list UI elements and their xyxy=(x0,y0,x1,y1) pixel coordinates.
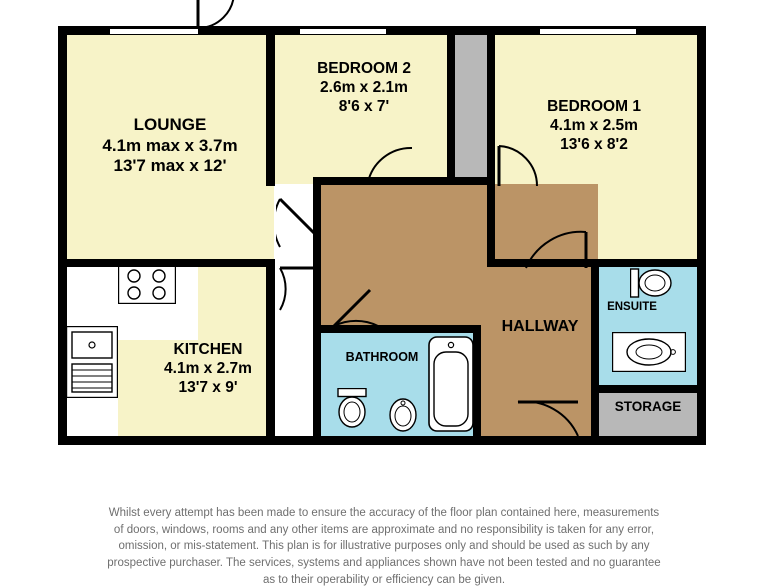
lounge-label xyxy=(66,115,274,177)
disclaimer-line-1: Whilst every attempt has been made to ensure the accuracy of the floor plan contained here, measurements xyxy=(108,507,660,519)
bedroom1-label xyxy=(490,98,698,155)
kitchen-dim-imperial: 13'7 x 9' xyxy=(178,378,238,396)
storage-name: STORAGE xyxy=(614,399,682,414)
bathroom-label xyxy=(330,350,434,365)
interior-wall-bathroom-left xyxy=(313,325,321,445)
bedroom2-dim-imperial: 8'6 x 7' xyxy=(338,97,390,115)
door-arc-ensuite xyxy=(520,228,590,272)
toilet-icon xyxy=(336,388,368,432)
bedroom1-dim-imperial: 13'6 x 8'2 xyxy=(560,135,628,153)
exterior-wall-left xyxy=(58,26,67,445)
hallway-name: HALLWAY xyxy=(501,318,579,335)
kitchen-dim-metric: 4.1m x 2.7m xyxy=(164,359,252,377)
disclaimer-line-3: omission, or mis-statement. This plan is for illustrative purposes only and should be used as such by any xyxy=(118,540,650,553)
ensuite-label xyxy=(596,300,668,314)
door-arc-entry xyxy=(196,0,256,30)
riser-cupboard xyxy=(454,34,490,184)
kitchen-sink-icon xyxy=(66,326,118,398)
kitchen-label xyxy=(118,341,298,398)
interior-wall-bathroom-right xyxy=(473,325,481,445)
window-bedroom2 xyxy=(300,28,386,35)
hob-icon xyxy=(118,264,176,304)
kitchen-name: KITCHEN xyxy=(173,341,243,358)
ensuite-name: ENSUITE xyxy=(607,301,657,313)
toilet-icon xyxy=(630,266,674,300)
door-arc-kitchen xyxy=(276,266,324,314)
interior-wall-bedroom1-left xyxy=(487,184,495,267)
door-arc-lounge xyxy=(276,195,332,251)
bathtub-icon xyxy=(428,336,474,432)
bedroom2-name: BEDROOM 2 xyxy=(317,60,411,77)
wash-basin-icon xyxy=(388,398,418,432)
bedroom2-dim-metric: 2.6m x 2.1m xyxy=(320,78,408,96)
interior-wall-ensuite-storage xyxy=(591,385,706,393)
window-bedroom1 xyxy=(540,28,636,35)
exterior-wall-bottom xyxy=(58,436,706,445)
exterior-wall-right xyxy=(697,26,706,445)
door-arc-storage xyxy=(512,398,584,440)
bedroom1-name: BEDROOM 1 xyxy=(547,98,641,115)
lounge-dim-imperial: 13'7 max x 12' xyxy=(113,156,227,176)
disclaimer-line-5: as to their operability or efficiency can be given. xyxy=(262,573,506,586)
wash-basin-icon xyxy=(612,332,686,372)
window-lounge xyxy=(110,28,198,35)
hallway-label xyxy=(470,317,610,337)
disclaimer-line-4: prospective purchaser. The services, systems and appliances shown have not been tested and no guarantee xyxy=(107,557,661,570)
disclaimer-line-2: of doors, windows, rooms and any other items are approximate and no responsibility is taken for any error, xyxy=(113,523,655,536)
interior-wall-lounge-kitchen xyxy=(58,259,275,267)
door-arc-bedroom2 xyxy=(366,146,418,188)
interior-wall-ensuite-left xyxy=(591,259,599,445)
lounge-name: LOUNGE xyxy=(133,115,207,134)
lounge-dim-metric: 4.1m max x 3.7m xyxy=(102,135,238,155)
storage-label xyxy=(598,399,698,415)
bedroom2-label xyxy=(274,60,454,117)
bathroom-name: BATHROOM xyxy=(345,350,419,364)
door-arc-hallway-bathroom xyxy=(330,282,382,330)
bedroom1-dim-metric: 4.1m x 2.5m xyxy=(550,116,638,134)
